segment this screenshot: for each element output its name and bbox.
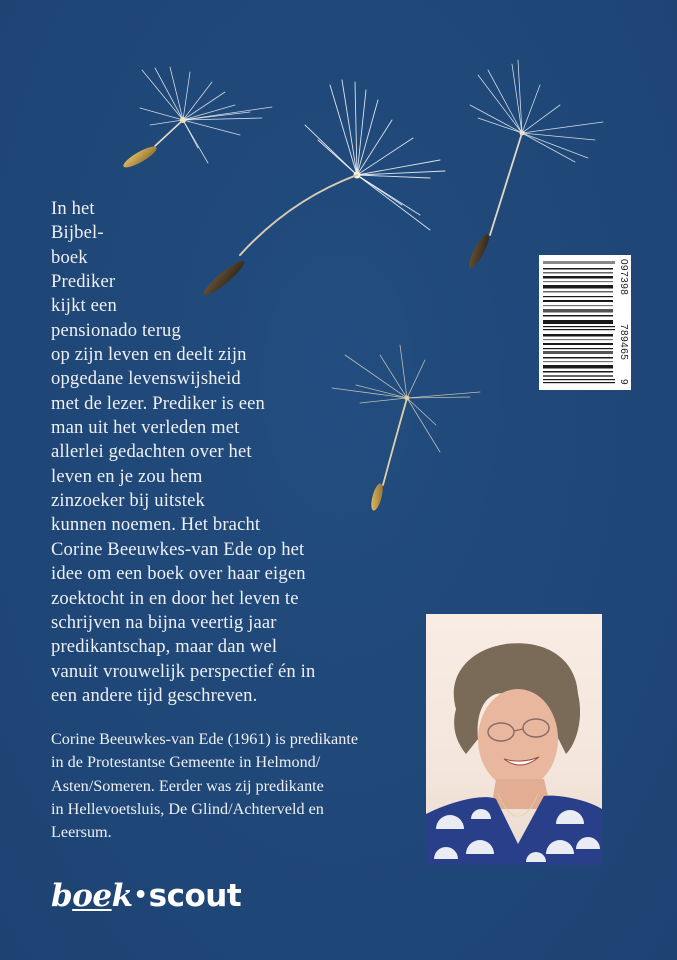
- blurb-line: kijkt een: [51, 295, 117, 317]
- bio-line: Leersum.: [51, 823, 112, 842]
- blurb-line: schrijven na bijna veertig jaar: [51, 611, 277, 633]
- blurb-line: vanuit vrouwelijk perspectief én in: [51, 660, 316, 682]
- bio-line: in Hellevoetsluis, De Glind/Achterveld en: [51, 799, 324, 818]
- isbn-digits-right: 097398: [618, 259, 629, 296]
- publisher-logo-boekscout: [51, 878, 241, 914]
- logo-scout: scout: [148, 878, 242, 914]
- dandelion-seed-4: [332, 345, 480, 512]
- blurb-line: een andere tijd geschreven.: [51, 684, 258, 706]
- blurb-line: kunnen noemen. Het bracht: [51, 514, 261, 536]
- isbn-digits-middle: 789465: [618, 324, 629, 361]
- isbn-barcode: [539, 255, 631, 390]
- blurb-line: opgedane levenswijsheid: [51, 368, 241, 390]
- isbn-digits: [617, 259, 631, 387]
- blurb-line: pensionado terug: [51, 319, 181, 341]
- blurb-line: man uit het verleden met: [51, 417, 240, 439]
- blurb-line: boek: [51, 246, 88, 268]
- author-photo: [426, 614, 602, 865]
- blurb-line: allerlei gedachten over het: [51, 441, 252, 463]
- blurb-line: Prediker: [51, 271, 116, 293]
- logo-boek: boek: [51, 878, 133, 914]
- blurb-line: predikantschap, maar dan wel: [51, 636, 278, 658]
- bio-line: Corine Beeuwkes-van Ede (1961) is predikante: [51, 730, 359, 748]
- isbn-digits-left: 9: [618, 379, 629, 386]
- bio-line: Asten/Someren. Eerder was zij predikante: [51, 776, 324, 795]
- blurb-line: met de lezer. Prediker is een: [51, 392, 265, 414]
- dandelion-seed-1: [121, 67, 272, 171]
- blurb-line: zinzoeker bij uitstek: [51, 490, 205, 512]
- author-bio: [51, 728, 358, 844]
- bio-line: in de Protestantse Gemeente in Helmond/: [51, 753, 321, 772]
- blurb-line: Corine Beeuwkes-van Ede op het: [51, 538, 305, 560]
- blurb-line: In het: [51, 198, 95, 219]
- blurb-line: op zijn leven en deelt zijn: [51, 344, 247, 366]
- dandelion-seed-3: [466, 60, 603, 270]
- barcode-bars-icon: [539, 255, 617, 390]
- blurb-line: Bijbel-: [51, 222, 104, 244]
- blurb-line: leven en je zou hem: [51, 465, 203, 487]
- author-portrait-image: [426, 614, 602, 865]
- back-cover-blurb: [51, 197, 315, 708]
- blurb-line: zoektocht in en door het leven te: [51, 587, 299, 609]
- logo-dot-icon: •: [133, 883, 148, 908]
- blurb-line: idee om een boek over haar eigen: [51, 563, 306, 585]
